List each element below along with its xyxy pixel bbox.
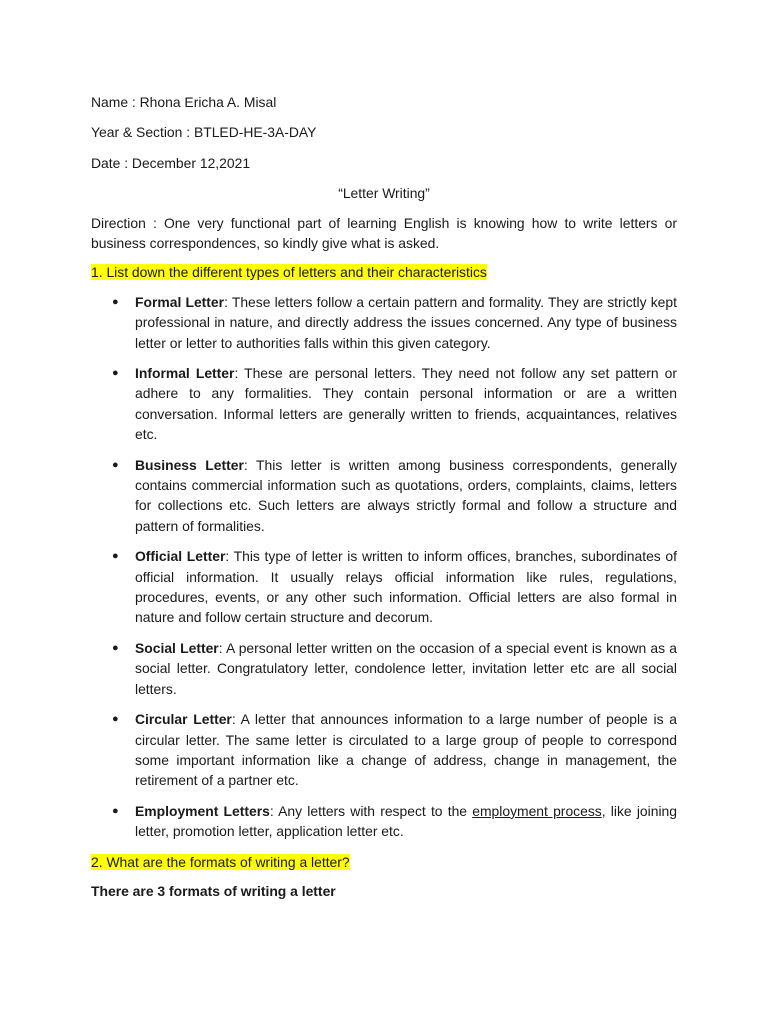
desc-circular-letter: : A letter that announces information to a large number of people is a circular letter. The same letter is circulated to a large group of people to correspond some important information like a change of address, change in management, the retirement of a partner etc.: [135, 711, 678, 789]
list-item-official-letter: [91, 546, 677, 628]
desc-employment-after: , like joining letter, promotion letter, application letter etc.: [135, 802, 677, 840]
bullet-icon: ●: [112, 367, 119, 380]
desc-official-letter: : This type of letter is written to inform offices, branches, subordinates of official information. It usually relays official information like rules, regulations, procedures, events, or any other such information. Official letters are also formal in nature and follow certain structure and decorum.: [135, 548, 677, 626]
term-business-letter: Business Letter: [135, 456, 244, 473]
answer-2: There are 3 formats of writing a letter: [91, 882, 336, 899]
list-item-social-letter: [91, 638, 677, 699]
term-formal-letter: Formal Letter: [135, 293, 225, 310]
term-circular-letter: Circular Letter: [135, 711, 232, 728]
desc-informal-letter: : These are personal letters. They need not follow any set pattern or adhere to any formalities. They contain personal information or are a written conversation. Informal letters are generally written to friends, acquaintances, relatives etc.: [135, 365, 678, 443]
term-social-letter: Social Letter: [135, 639, 219, 656]
list-item-formal-letter: [91, 292, 677, 353]
bullet-icon: ●: [112, 641, 119, 654]
letter-types-list: [91, 292, 677, 842]
list-item-circular-letter: [91, 709, 677, 791]
bullet-icon: ●: [112, 713, 119, 726]
question-2: [91, 852, 677, 872]
desc-business-letter: : This letter is written among business correspondents, generally contains commercial information such as quotations, orders, complaints, claims, letters for collections etc. Such letters are always strictly formal and follow a structure and pattern of formalities.: [135, 456, 678, 534]
date-line: Date : December 12,2021: [91, 154, 251, 171]
year-section: Year & Section : BTLED-HE-3A-DAY: [91, 124, 317, 141]
document-body: [91, 92, 677, 901]
term-employment-letters: Employment Letters: [135, 802, 270, 819]
list-item-informal-letter: [91, 363, 677, 445]
desc-employment-before: : Any letters with respect to the: [269, 802, 473, 819]
question-1-highlight: 1. List down the different types of letters and their characteristics: [91, 264, 487, 281]
question-1: [91, 262, 677, 282]
bullet-icon: ●: [112, 550, 119, 563]
direction-paragraph: Direction : One very functional part of learning English is knowing how to write letters or business correspondences, so kindly give what is asked.: [91, 214, 677, 251]
student-name: Name : Rhona Ericha A. Misal: [91, 94, 277, 110]
term-official-letter: Official Letter: [135, 548, 226, 565]
question-2-highlight: 2. What are the formats of writing a letter?: [91, 853, 350, 870]
bullet-icon: ●: [112, 804, 119, 817]
list-item-business-letter: [91, 455, 677, 537]
desc-formal-letter: : These letters follow a certain pattern and formality. They are strictly kept professional in nature, and directly address the issues concerned. Any type of business letter or letter to authorities falls within this given category.: [135, 293, 677, 351]
desc-social-letter: : A personal letter written on the occasion of a special event is known as a social letter. Congratulatory letter, condolence letter, invitation letter etc are all social letters.: [135, 639, 678, 697]
term-informal-letter: Informal Letter: [135, 365, 235, 382]
bullet-icon: ●: [112, 295, 119, 308]
employment-process-link[interactable]: employment process: [472, 802, 602, 819]
bullet-icon: ●: [112, 458, 119, 471]
list-item-employment-letters: [91, 801, 677, 842]
document-title: “Letter Writing”: [338, 185, 430, 202]
